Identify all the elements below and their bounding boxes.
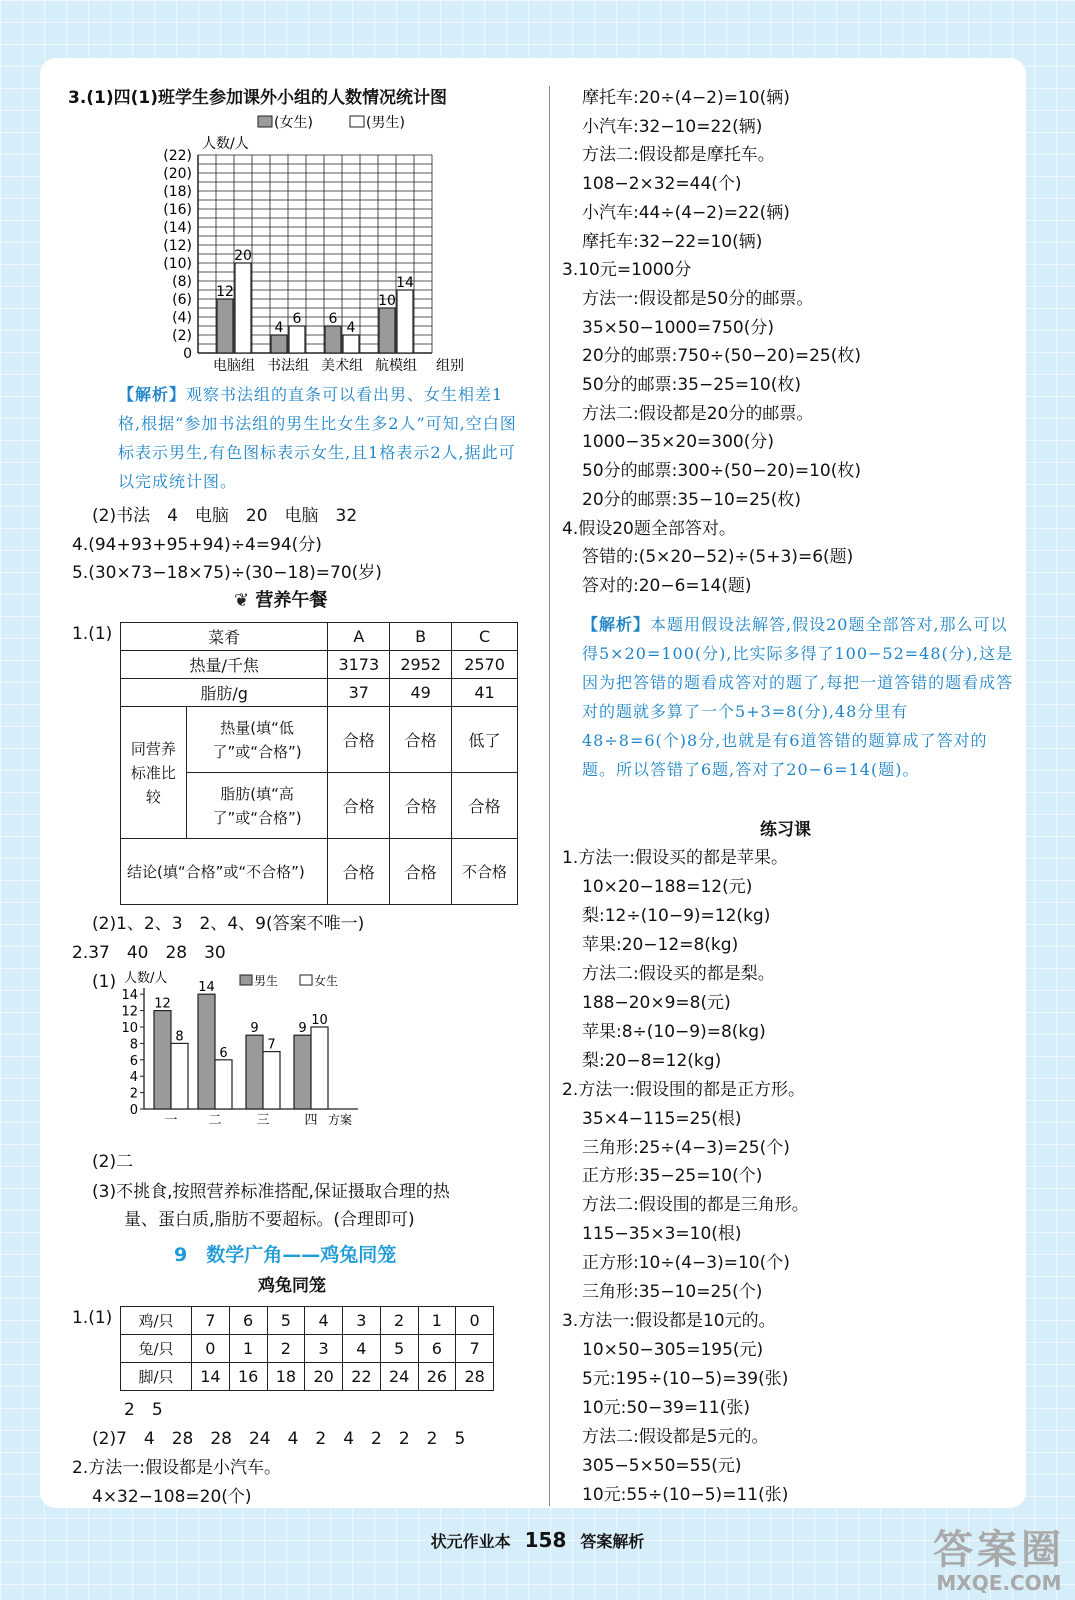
table-cell: 16 [229, 1363, 267, 1391]
table-cell: 7 [456, 1335, 494, 1363]
x-category-label: 航模组 [375, 358, 417, 374]
y-tick-label: 2 [129, 1086, 138, 1102]
c-b: 合格 [390, 839, 452, 905]
table-row [121, 1363, 494, 1391]
practice-answer-line: 正方形:10÷(4−3)=10(个) [582, 1253, 790, 1274]
analysis-text: 观察书法组的直条可以看出男、女生相差1格,根据“参加书法组的男生比女生多2人”可知,空白图标表示男生,有色图标表示女生,且1格表示2人,据此可以完成统计图。 [118, 385, 517, 491]
fq-b: 合格 [390, 773, 452, 839]
y-tick-label: (22) [163, 148, 192, 164]
bar-male [198, 994, 215, 1109]
practice-answer-line: 10×20−188=12(元) [582, 876, 753, 897]
page-number: 158 [524, 1528, 567, 1552]
right-analysis-text: 本题用假设法解答,假设20题全部答对,那么可以得5×20=100(分),比实际多得了100−52=48(分),这是因为把答错的题看成答对的题了,每把一道答错的题看成答对的题就多算了一个5+3=8(分),48分里有48÷8=6(个)8分,也就是有6道答错的题算成了答对的题。所以答错了6题,答对了20−6=14(题)。 [582, 615, 1014, 779]
q3-heading: 3.(1)四(1)班学生参加课外小组的人数情况统计图 [68, 88, 448, 108]
bar-value-label: 10 [378, 293, 396, 309]
table-cell: 22 [343, 1363, 381, 1391]
table-cell: 26 [418, 1363, 456, 1391]
table-cell: 18 [267, 1363, 305, 1391]
row-label: 兔/只 [121, 1335, 192, 1363]
right-answer-line: 1000−35×20=300(分) [582, 432, 774, 453]
right-answer-line: 20分的邮票:750÷(50−20)=25(枚) [582, 346, 861, 367]
bar-female [271, 335, 287, 353]
y-tick-label: 8 [129, 1037, 138, 1053]
table-cell: 0 [192, 1335, 230, 1363]
row-heat-label: 热量/千焦 [121, 651, 328, 679]
right-answer-line: 50分的邮票:35−25=10(枚) [582, 375, 802, 395]
compare-label: 同营养标准比较 [121, 707, 187, 839]
table-cell: 6 [418, 1335, 456, 1363]
practice-answer-line: 10×50−305=195(元) [582, 1340, 764, 1361]
y-tick-label: (4) [172, 310, 192, 326]
y-tick-label: (20) [163, 166, 192, 182]
practice-answer-line: 10元:50−39=11(张) [582, 1398, 751, 1419]
lunch-title: 营养午餐 [255, 590, 328, 611]
q4-analysis [582, 610, 1014, 784]
analysis-tag: 【解析】 [118, 385, 187, 404]
y-tick-label: 14 [121, 988, 138, 1004]
practice-answer-line: 梨:12÷(10−9)=12(kg) [582, 905, 771, 926]
x-category-label: 二 [208, 1113, 222, 1128]
section-name: 答案解析 [580, 1532, 645, 1551]
practice-answer-line: 三角形:25÷(4−3)=25(个) [582, 1137, 790, 1158]
legend-swatch-female [258, 116, 272, 127]
y-tick-label: 12 [121, 1004, 138, 1020]
bar-value-label: 12 [154, 996, 171, 1012]
heat-q-label: 热量(填“低了”或“合格”) [186, 707, 328, 773]
right-answer-line: 20分的邮票:35−10=25(枚) [582, 489, 802, 510]
right-answer-line: 小汽车:44÷(4−2)=22(辆) [582, 202, 790, 223]
x-category-label: 三 [256, 1113, 270, 1128]
fat-a: 37 [328, 679, 390, 707]
x-axis-label: 组别 [436, 358, 464, 374]
practice-answer-line: 35×4−115=25(根) [582, 1108, 742, 1129]
right-answer-line: 4.假设20题全部答对。 [562, 518, 736, 539]
practice-answer-line: 2.方法一:假设围的都是正方形。 [562, 1079, 805, 1100]
bar-value-label: 10 [311, 1013, 328, 1028]
y-axis-label: 人数/人 [202, 136, 249, 152]
table-row [121, 1307, 494, 1335]
table-cell: 14 [192, 1363, 230, 1391]
right-answer-line: 答错的:(5×20−52)÷(5+3)=6(题) [582, 547, 854, 568]
table-cell: 3 [305, 1335, 343, 1363]
table-cell: 3 [343, 1307, 381, 1335]
chapter9-title: 9 数学广角——鸡兔同笼 [174, 1244, 397, 1266]
practice-answer-line: 方法二:假设围的都是三角形。 [582, 1195, 809, 1216]
ch9-q1-part2: (2)7 4 28 28 24 4 2 4 2 2 2 5 [92, 1429, 466, 1449]
row-fat-label: 脂肪/g [121, 679, 328, 707]
right-answer-line: 50分的邮票:300÷(50−20)=10(枚) [582, 461, 861, 482]
ch9-q1-answer: 2 5 [124, 1400, 163, 1420]
conclusion-label: 结论(填“合格”或“不合格”) [121, 839, 328, 905]
watermark [933, 1528, 1065, 1594]
q4-answer: 4.(94+93+95+94)÷4=94(分) [72, 535, 322, 555]
fat-b: 49 [390, 679, 452, 707]
bar-male [154, 1011, 171, 1109]
hq-c: 低了 [452, 707, 518, 773]
y-tick-label: 6 [129, 1053, 138, 1069]
x-category-label: 电脑组 [213, 358, 255, 374]
practice-answer-line: 3.方法一:假设都是10元的。 [562, 1311, 776, 1332]
bar-value-label: 14 [198, 980, 215, 996]
practice-answer-line: 方法二:假设买的都是梨。 [582, 963, 775, 984]
group-participation-chart [150, 112, 480, 382]
y-tick-label: (12) [163, 238, 192, 254]
bar-female [263, 1052, 280, 1109]
table-cell: 5 [267, 1307, 305, 1335]
x-category-label: 四 [304, 1113, 318, 1128]
watermark-logo: 答案圈 [933, 1527, 1065, 1573]
practice-answer-line: 305−5×50=55(元) [582, 1455, 742, 1476]
bar-female [171, 1043, 188, 1109]
table-cell: 20 [305, 1363, 343, 1391]
table-cell: 7 [192, 1307, 230, 1335]
lunch-q2-part3b: 量、蛋白质,脂肪不要超标。(合理即可) [124, 1210, 415, 1230]
y-tick-label: 4 [129, 1070, 138, 1086]
table-cell: 28 [456, 1363, 494, 1391]
bar-female [325, 326, 341, 353]
y-axis-label: 人数/人 [124, 971, 168, 986]
legend-label-female: (女生) [274, 115, 313, 131]
header-dish: 菜肴 [121, 623, 328, 651]
bar-value-label: 9 [298, 1021, 307, 1037]
q5-answer: 5.(30×73−18×75)÷(30−18)=70(岁) [72, 563, 382, 583]
row-label: 鸡/只 [121, 1307, 192, 1335]
practice-answer-line: 方法二:假设都是5元的。 [582, 1427, 769, 1447]
table-cell: 0 [456, 1307, 494, 1335]
heat-a: 3173 [328, 651, 390, 679]
fat-q-label: 脂肪(填“高了”或“合格”) [186, 773, 328, 839]
legend-label-male: 男生 [254, 974, 279, 988]
bar-male [343, 335, 359, 353]
lunch-q1-label: 1.(1) [72, 624, 113, 644]
x-category-label: 一 [164, 1113, 178, 1128]
lunch-q2-part3a: (3)不挑食,按照营养标准搭配,保证摄取合理的热 [92, 1182, 450, 1202]
heat-c: 2570 [452, 651, 518, 679]
hq-a: 合格 [328, 707, 390, 773]
right-answer-line: 35×50−1000=750(分) [582, 317, 774, 338]
y-tick-label: 10 [121, 1021, 138, 1036]
y-tick-label: (10) [163, 256, 192, 272]
right-answer-line: 答对的:20−6=14(题) [582, 575, 752, 596]
practice-title: 练习课 [760, 820, 811, 840]
practice-answer-line: 10元:55÷(10−5)=11(张) [582, 1484, 789, 1505]
legend-label-male: (男生) [366, 115, 405, 131]
bar-value-label: 8 [175, 1029, 184, 1045]
right-analysis-tag: 【解析】 [582, 615, 651, 634]
bar-female [217, 299, 233, 353]
table-cell: 6 [229, 1307, 267, 1335]
header-a: A [328, 623, 390, 651]
x-category-label: 书法组 [267, 358, 309, 374]
practice-answer-line: 1.方法一:假设买的都是苹果。 [562, 848, 788, 868]
y-tick-label: (8) [172, 274, 192, 290]
bar-female [311, 1027, 328, 1109]
row-label: 脚/只 [121, 1363, 192, 1391]
q3-analysis [118, 380, 518, 496]
ch9-q1-label: 1.(1) [72, 1308, 113, 1328]
practice-answer-line: 梨:20−8=12(kg) [582, 1050, 722, 1071]
practice-answer-line: 188−20×9=8(元) [582, 992, 731, 1013]
table-cell: 2 [267, 1335, 305, 1363]
table-cell: 2 [380, 1307, 418, 1335]
practice-answer-line: 苹果:8÷(10−9)=8(kg) [582, 1021, 766, 1042]
right-answer-line: 108−2×32=44(个) [582, 174, 742, 195]
fq-a: 合格 [328, 773, 390, 839]
lunch-q2-part1: (1) [92, 972, 117, 992]
bar-value-label: 7 [267, 1037, 276, 1053]
table-row [121, 1335, 494, 1363]
right-answer-line: 小汽车:32−10=22(辆) [582, 116, 763, 137]
chicken-rabbit-subtitle: 鸡兔同笼 [258, 1276, 326, 1296]
bar-value-label: 4 [274, 320, 284, 336]
bar-female [215, 1060, 232, 1109]
right-answer-line: 方法二:假设都是摩托车。 [582, 145, 775, 166]
y-tick-label: (16) [163, 202, 192, 218]
bar-value-label: 14 [396, 275, 414, 291]
leaf-icon: ❦ [234, 590, 250, 611]
legend-label-female: 女生 [314, 974, 339, 988]
x-category-label: 美术组 [321, 358, 363, 374]
bar-value-label: 12 [216, 284, 234, 300]
bar-male [397, 290, 413, 353]
practice-answer-line: 115−35×3=10(根) [582, 1224, 742, 1245]
fat-c: 41 [452, 679, 518, 707]
bar-value-label: 6 [219, 1045, 228, 1061]
c-a: 合格 [328, 839, 390, 905]
heat-b: 2952 [390, 651, 452, 679]
right-answer-line: 摩托车:20÷(4−2)=10(辆) [582, 88, 790, 108]
hq-b: 合格 [390, 707, 452, 773]
y-tick-label: (2) [172, 328, 192, 344]
column-divider [549, 86, 550, 1506]
legend-swatch-male [240, 975, 252, 985]
y-tick-label: 0 [129, 1103, 138, 1118]
ch9-q2-line1: 2.方法一:假设都是小汽车。 [72, 1458, 281, 1478]
c-c: 不合格 [452, 839, 518, 905]
plan-comparison-chart [118, 964, 378, 1142]
right-answer-line: 方法二:假设都是20分的邮票。 [582, 403, 814, 424]
bar-male [289, 326, 305, 353]
practice-answer-line: 苹果:20−12=8(kg) [582, 934, 739, 955]
table-cell: 5 [380, 1335, 418, 1363]
bar-value-label: 9 [250, 1021, 259, 1037]
bar-value-label: 4 [346, 320, 356, 336]
bar-male [246, 1035, 263, 1109]
bar-value-label: 20 [234, 248, 252, 264]
legend-swatch-female [300, 975, 312, 985]
table-cell: 4 [343, 1335, 381, 1363]
page-footer [0, 1528, 1075, 1552]
book-name: 状元作业本 [430, 1532, 511, 1551]
bar-female [379, 308, 395, 353]
practice-answer-line: 5元:195÷(10−5)=39(张) [582, 1369, 789, 1390]
y-tick-label: (18) [163, 184, 192, 200]
ch9-q2-line2: 4×32−108=20(个) [92, 1487, 252, 1507]
lunch-q1-part2: (2)1、2、3 2、4、9(答案不唯一) [92, 914, 365, 934]
bar-male [235, 263, 251, 353]
practice-answer-line: 正方形:35−25=10(个) [582, 1166, 763, 1187]
table-cell: 4 [305, 1307, 343, 1335]
right-answer-line: 摩托车:32−22=10(辆) [582, 231, 763, 252]
nutrition-table [120, 622, 518, 905]
x-axis-label: 方案 [328, 1113, 353, 1127]
legend-swatch-male [350, 116, 364, 127]
y-tick-label: (6) [172, 292, 192, 308]
lunch-q2-part2: (2)二 [92, 1152, 134, 1172]
header-c: C [452, 623, 518, 651]
practice-answer-line: 三角形:35−10=25(个) [582, 1282, 763, 1303]
right-answer-line: 3.10元=1000分 [562, 260, 692, 281]
bar-value-label: 6 [328, 311, 338, 327]
lunch-section-title [234, 589, 327, 613]
bar-male [294, 1035, 311, 1109]
q3-part2: (2)书法 4 电脑 20 电脑 32 [92, 506, 358, 526]
y-tick-label: (14) [163, 220, 192, 236]
table-cell: 24 [380, 1363, 418, 1391]
table-cell: 1 [418, 1307, 456, 1335]
chicken-rabbit-table [120, 1306, 494, 1391]
table-cell: 1 [229, 1335, 267, 1363]
fq-c: 合格 [452, 773, 518, 839]
y-tick-label: 0 [183, 346, 192, 362]
header-b: B [390, 623, 452, 651]
watermark-url: MXQE.COM [936, 1571, 1062, 1595]
bar-value-label: 6 [292, 311, 302, 327]
lunch-q2: 2.37 40 28 30 [72, 943, 226, 963]
right-answer-line: 方法一:假设都是50分的邮票。 [582, 288, 814, 309]
